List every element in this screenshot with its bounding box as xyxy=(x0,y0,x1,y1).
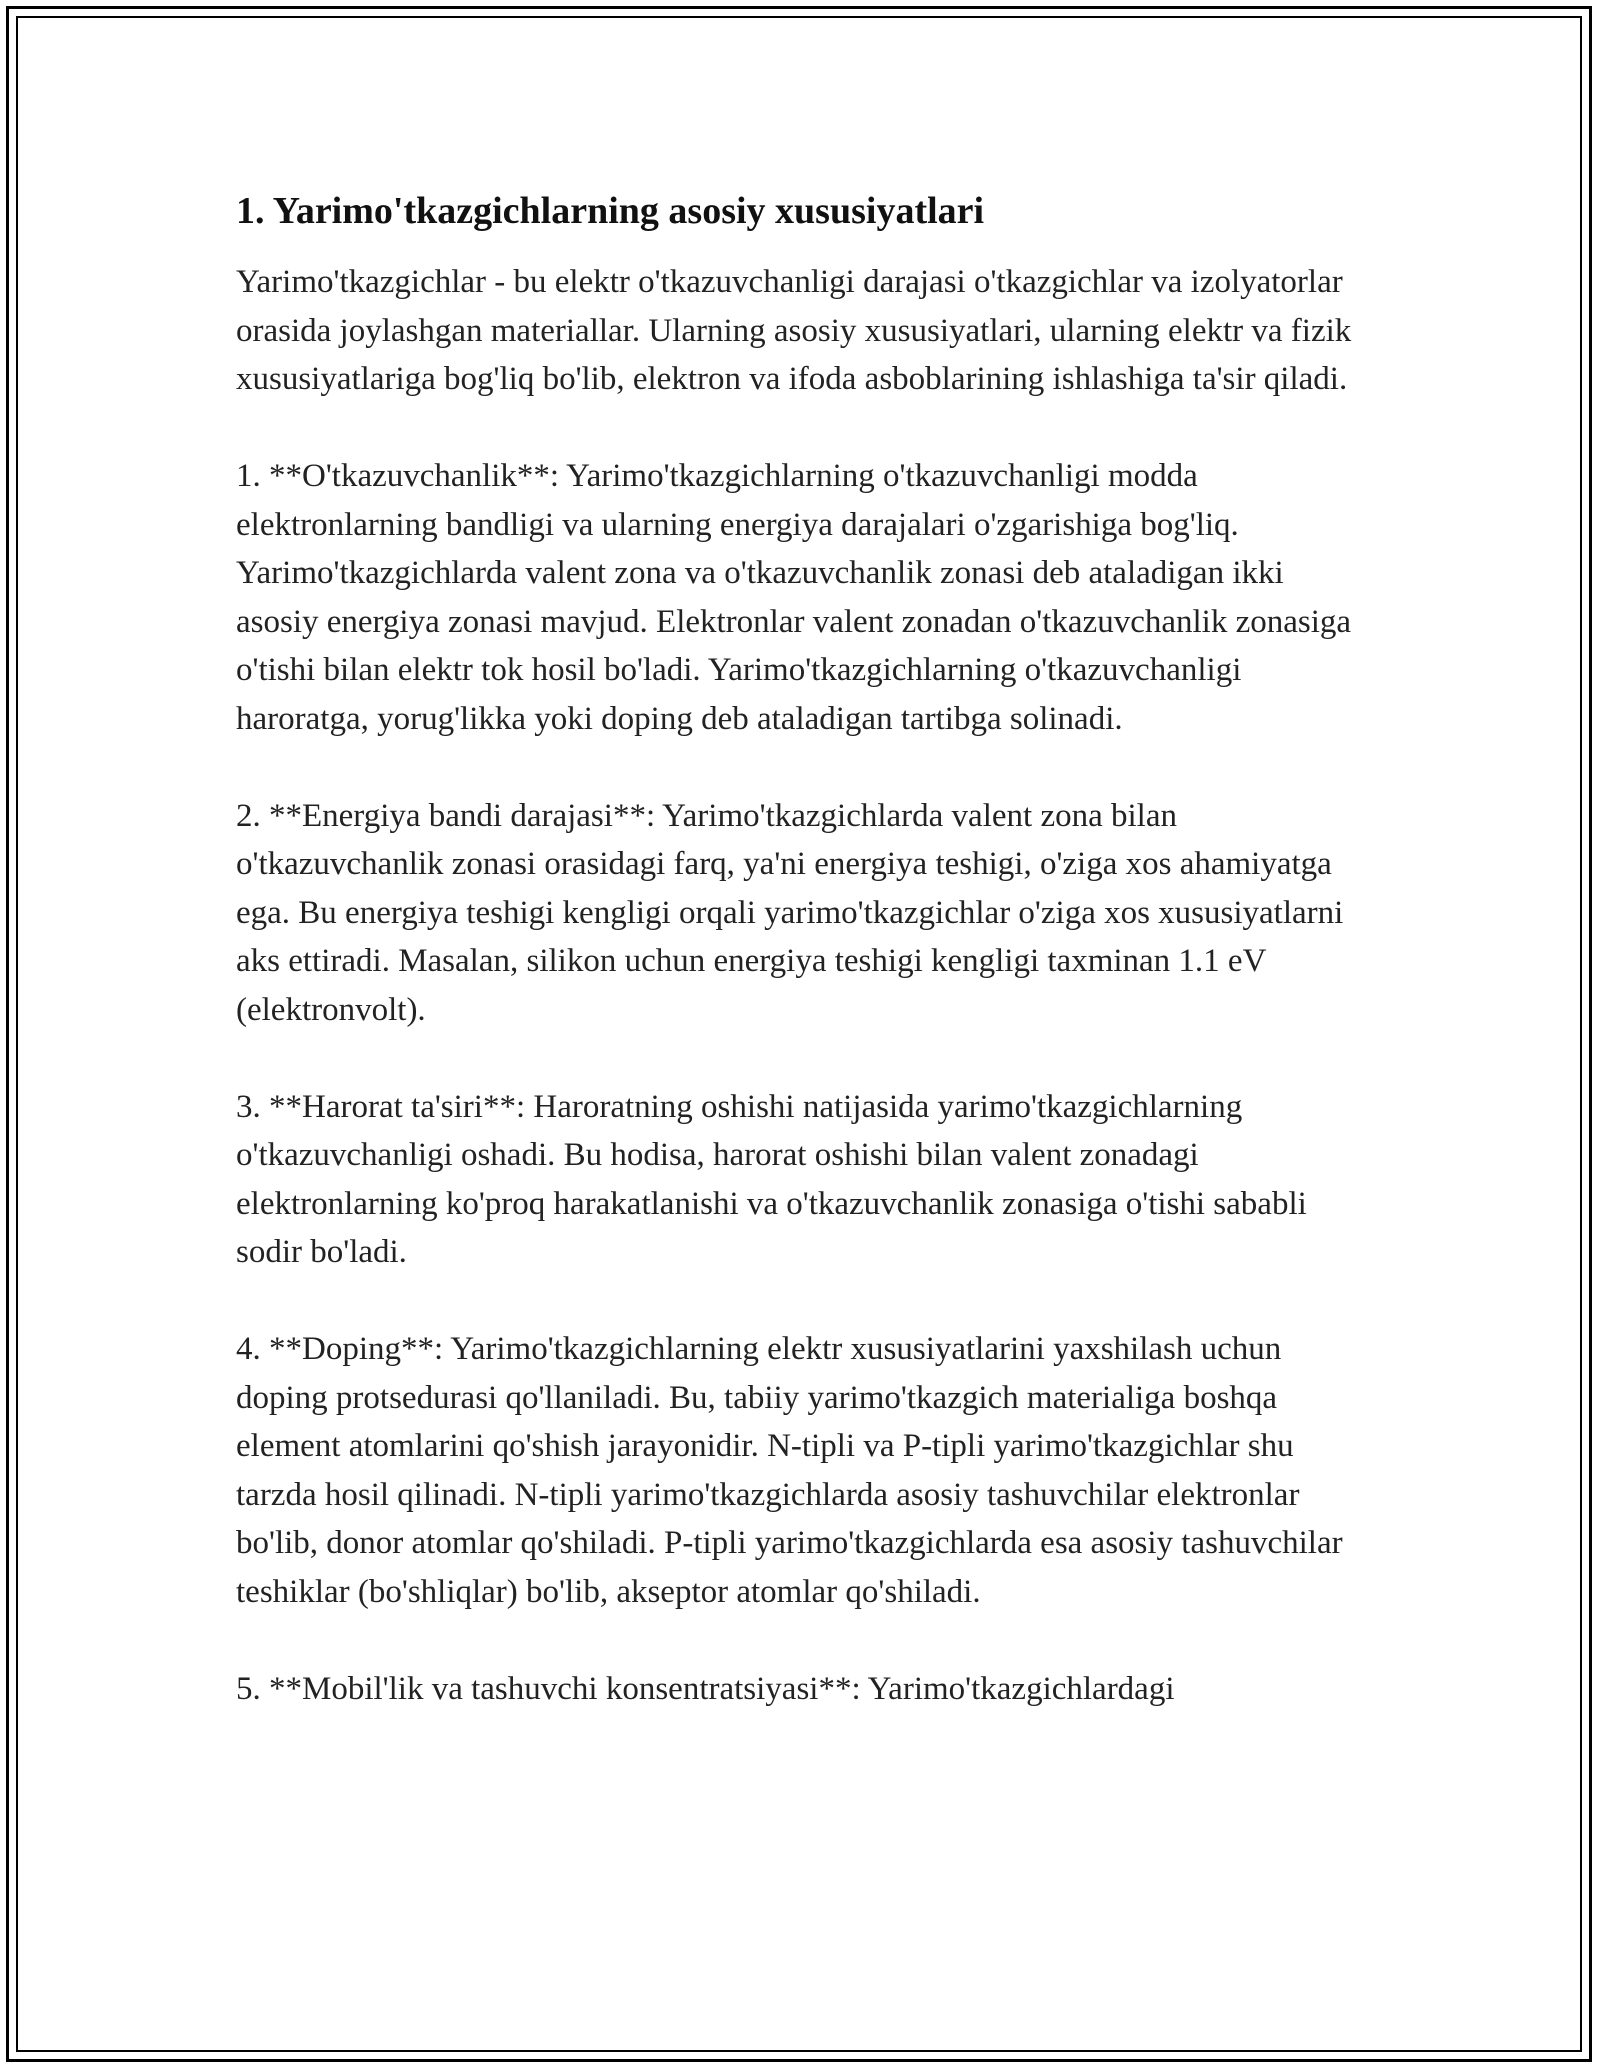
paragraph-temperature: 3. **Harorat ta'siri**: Haroratning oshishi natijasida yarimo'tkazgichlarning o'tkazuvchanligi oshadi. Bu hodisa, harorat oshishi bilan valent zonadagi elektronlarning ko'proq harakatlanishi va o'tkazuvchanlik zonasiga o'tishi sababli sodir bo'ladi. xyxy=(236,1088,1307,1270)
paragraph-mobility: 5. **Mobil'lik va tashuvchi konsentratsiyasi**: Yarimo'tkazgichlardagi xyxy=(236,1670,1175,1707)
section-heading: 1. Yarimo'tkazgichlarning asosiy xususiyatlari xyxy=(236,190,985,232)
document-body xyxy=(236,186,1366,1762)
paragraph-conductivity: 1. **O'tkazuvchanlik**: Yarimo'tkazgichlarning o'tkazuvchanligi modda elektronlarning bandligi va ularning energiya darajalari o'zgarishiga bog'liq. Yarimo'tkazgichlarda valent zona va o'tkazuvchanlik zonasi deb ataladigan ikki asosiy energiya zonasi mavjud. Elektronlar valent zonadan o'tkazuvchanlik zonasiga o'tishi bilan elektr tok hosil bo'ladi. Yarimo'tkazgichlarning o'tkazuvchanligi haroratga, yorug'likka yoki doping deb ataladigan tartibga solinadi. xyxy=(236,458,1352,737)
paragraph-doping: 4. **Doping**: Yarimo'tkazgichlarning elektr xususiyatlarini yaxshilash uchun doping protsedurasi qo'llaniladi. Bu, tabiiy yarimo'tkazgich materialiga boshqa element atomlarini qo'shish jarayonidir. N-tipli va P-tipli yarimo'tkazgichlar shu tarzda hosil qilinadi. N-tipli yarimo'tkazgichlarda asosiy tashuvchilar elektronlar bo'lib, donor atomlar qo'shiladi. P-tipli yarimo'tkazgichlarda esa asosiy tashuvchilar teshiklar (bo'shliqlar) bo'lib, akseptor atomlar qo'shiladi. xyxy=(236,1331,1343,1610)
paragraph-energy-band: 2. **Energiya bandi darajasi**: Yarimo'tkazgichlarda valent zona bilan o'tkazuvchanlik zonasi orasidagi farq, ya'ni energiya teshigi, o'ziga xos ahamiyatga ega. Bu energiya teshigi kengligi orqali yarimo'tkazgichlar o'ziga xos xususiyatlarni aks ettiradi. Masalan, silikon uchun energiya teshigi kengligi taxminan 1.1 eV (elektronvolt). xyxy=(236,797,1344,1028)
intro-paragraph: Yarimo'tkazgichlar - bu elektr o'tkazuvchanligi darajasi o'tkazgichlar va izolyatorlar orasida joylashgan materiallar. Ularning asosiy xususiyatlari, ularning elektr va fizik xususiyatlariga bog'liq bo'lib, elektron va ifoda asboblarining ishlashiga ta'sir qiladi. xyxy=(236,264,1352,397)
